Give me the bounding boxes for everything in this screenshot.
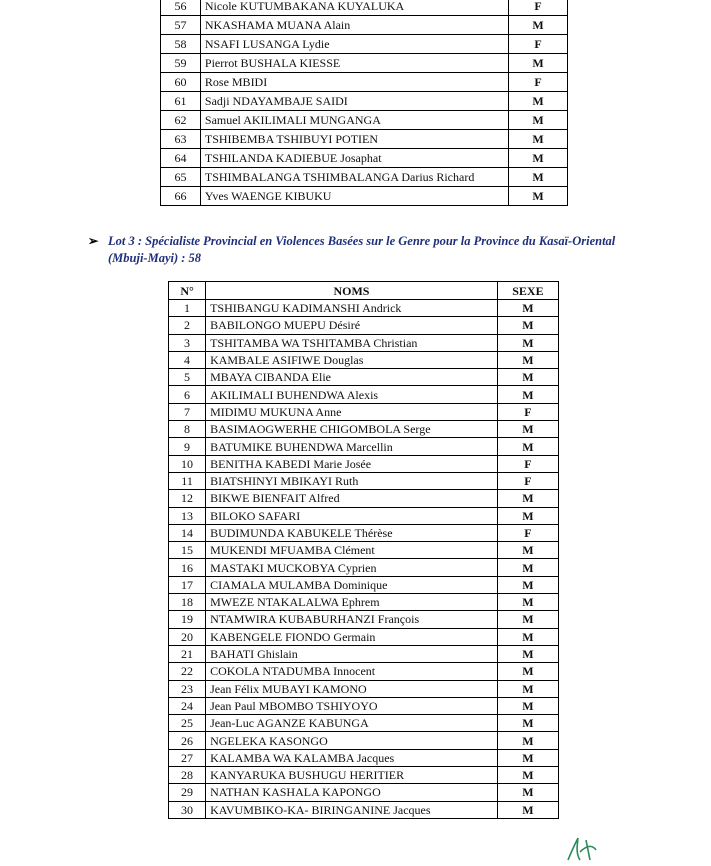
person-name: NKASHAMA MUANA Alain [200,16,508,35]
row-number: 59 [161,54,201,73]
sex-value: M [497,697,558,714]
sex-value: M [497,490,558,507]
person-name: Pierrot BUSHALA KIESSE [200,54,508,73]
person-name: BUDIMUNDA KABUKELE Thérèse [206,524,498,541]
row-number: 15 [169,542,206,559]
sex-value: F [509,35,568,54]
table-row [169,732,559,749]
row-number: 66 [161,187,201,206]
table-row [169,421,559,438]
header-names: NOMS [206,282,498,300]
sex-value: M [497,576,558,593]
sex-value: M [497,611,558,628]
row-number: 25 [169,715,206,732]
table-row [161,92,568,111]
sex-value: M [509,168,568,187]
table-row [169,542,559,559]
sex-value: M [497,542,558,559]
table-row [161,16,568,35]
row-number: 11 [169,472,206,489]
sex-value: M [509,149,568,168]
row-number: 3 [169,334,206,351]
row-number: 13 [169,507,206,524]
person-name: BASIMAOGWERHE CHIGOMBOLA Serge [206,421,498,438]
lot-3-name-table [168,281,559,819]
table-row [169,334,559,351]
sex-value: F [497,524,558,541]
table-row [161,73,568,92]
row-number: 9 [169,438,206,455]
row-number: 65 [161,168,201,187]
sex-value: M [497,300,558,317]
table-row [169,680,559,697]
sex-value: M [497,334,558,351]
table-row [169,784,559,801]
header-number: N° [169,282,206,300]
sex-value: M [497,507,558,524]
sex-value: F [497,455,558,472]
sex-value: M [497,645,558,662]
person-name: TSHIBEMBA TSHIBUYI POTIEN [200,130,508,149]
person-name: CIAMALA MULAMBA Dominique [206,576,498,593]
table-row [169,472,559,489]
row-number: 28 [169,767,206,784]
row-number: 5 [169,369,206,386]
main-table-body [169,300,559,819]
row-number: 23 [169,680,206,697]
person-name: NGELEKA KASONGO [206,732,498,749]
table-row [169,490,559,507]
row-number: 20 [169,628,206,645]
person-name: BABILONGO MUEPU Désiré [206,317,498,334]
sex-value: M [509,111,568,130]
table-row [169,300,559,317]
sex-value: M [497,369,558,386]
table-row [161,187,568,206]
person-name: Jean Félix MUBAYI KAMONO [206,680,498,697]
person-name: TSHILANDA KADIEBUE Josaphat [200,149,508,168]
sex-value: M [497,386,558,403]
sex-value: M [497,663,558,680]
row-number: 58 [161,35,201,54]
person-name: BATUMIKE BUHENDWA Marcellin [206,438,498,455]
table-row [169,559,559,576]
row-number: 29 [169,784,206,801]
row-number: 27 [169,749,206,766]
person-name: MIDIMU MUKUNA Anne [206,403,498,420]
person-name: KALAMBA WA KALAMBA Jacques [206,749,498,766]
table-row [169,645,559,662]
person-name: TSHITAMBA WA TSHITAMBA Christian [206,334,498,351]
row-number: 63 [161,130,201,149]
sex-value: F [509,73,568,92]
person-name: Yves WAENGE KIBUKU [200,187,508,206]
person-name: BAHATI Ghislain [206,645,498,662]
table-row [169,317,559,334]
row-number: 1 [169,300,206,317]
table-row [169,369,559,386]
row-number: 6 [169,386,206,403]
row-number: 24 [169,697,206,714]
sex-value: M [509,54,568,73]
row-number: 18 [169,594,206,611]
row-number: 19 [169,611,206,628]
table-row [169,403,559,420]
person-name: MUKENDI MFUAMBA Clément [206,542,498,559]
table-row [169,801,559,818]
table-header [169,282,559,300]
row-number: 26 [169,732,206,749]
header-row [169,282,559,300]
table-row [169,715,559,732]
person-name: KANYARUKA BUSHUGU HERITIER [206,767,498,784]
row-number: 14 [169,524,206,541]
person-name: Jean Paul MBOMBO TSHIYOYO [206,697,498,714]
row-number: 60 [161,73,201,92]
row-number: 21 [169,645,206,662]
table-row [161,149,568,168]
person-name: Jean-Luc AGANZE KABUNGA [206,715,498,732]
row-number: 30 [169,801,206,818]
signature-mark [562,830,622,866]
sex-value: M [497,801,558,818]
sex-value: F [497,403,558,420]
lot-3-title-line1: Lot 3 : Spécialiste Provincial en Violences Basées sur le Genre pour la Province du Kasaï-Oriental [108,234,616,248]
person-name: KAVUMBIKO-KA- BIRINGANINE Jacques [206,801,498,818]
sex-value: M [509,130,568,149]
person-name: COKOLA NTADUMBA Innocent [206,663,498,680]
table-row [169,438,559,455]
row-number: 64 [161,149,201,168]
table-row [169,386,559,403]
table-row [169,628,559,645]
person-name: KABENGELE FIONDO Germain [206,628,498,645]
person-name: AKILIMALI BUHENDWA Alexis [206,386,498,403]
row-number: 4 [169,351,206,368]
row-number: 7 [169,403,206,420]
sex-value: M [497,749,558,766]
top-name-table [160,0,568,206]
row-number: 61 [161,92,201,111]
person-name: KAMBALE ASIFIWE Douglas [206,351,498,368]
table-row [161,130,568,149]
table-row [169,749,559,766]
header-sex: SEXE [497,282,558,300]
sex-value: M [509,92,568,111]
row-number: 22 [169,663,206,680]
table-row [169,697,559,714]
sex-value: M [497,715,558,732]
person-name: MBAYA CIBANDA Elie [206,369,498,386]
sex-value: M [497,732,558,749]
table-row [169,524,559,541]
top-table-body [161,0,568,206]
row-number: 57 [161,16,201,35]
sex-value: M [497,767,558,784]
row-number: 62 [161,111,201,130]
table-row [169,351,559,368]
row-number: 17 [169,576,206,593]
table-row [169,611,559,628]
person-name: Rose MBIDI [200,73,508,92]
row-number: 8 [169,421,206,438]
row-number: 2 [169,317,206,334]
row-number: 12 [169,490,206,507]
table-row [169,663,559,680]
row-number: 16 [169,559,206,576]
sex-value: M [497,421,558,438]
sex-value: F [497,472,558,489]
table-row [161,35,568,54]
sex-value: M [497,784,558,801]
table-row [161,168,568,187]
sex-value: M [497,438,558,455]
person-name: TSHIBANGU KADIMANSHI Andrick [206,300,498,317]
person-name: BIATSHINYI MBIKAYI Ruth [206,472,498,489]
person-name: MWEZE NTAKALALWA Ephrem [206,594,498,611]
person-name: BENITHA KABEDI Marie Josée [206,455,498,472]
sex-value: M [497,594,558,611]
table-row [169,576,559,593]
lot-3-title-line2: (Mbuji-Mayi) : 58 [108,251,202,265]
table-row [169,594,559,611]
sex-value: M [497,559,558,576]
row-number: 10 [169,455,206,472]
sex-value: M [509,187,568,206]
person-name: MASTAKI MUCKOBYA Cyprien [206,559,498,576]
table-row [169,455,559,472]
table-row [161,0,568,16]
sex-value: M [497,628,558,645]
sex-value: M [497,351,558,368]
sex-value: M [497,680,558,697]
sex-value: M [497,317,558,334]
table-row [169,767,559,784]
person-name: BIKWE BIENFAIT Alfred [206,490,498,507]
table-row [161,54,568,73]
person-name: Samuel AKILIMALI MUNGANGA [200,111,508,130]
person-name: Nicole KUTUMBAKANA KUYALUKA [200,0,508,16]
sex-value: M [509,16,568,35]
table-row [169,507,559,524]
table-row [161,111,568,130]
person-name: Sadji NDAYAMBAJE SAIDI [200,92,508,111]
person-name: TSHIMBALANGA TSHIMBALANGA Darius Richard [200,168,508,187]
row-number: 56 [161,0,201,16]
person-name: NTAMWIRA KUBABURHANZI François [206,611,498,628]
person-name: NSAFI LUSANGA Lydie [200,35,508,54]
person-name: BILOKO SAFARI [206,507,498,524]
sex-value: F [509,0,568,16]
person-name: NATHAN KASHALA KAPONGO [206,784,498,801]
arrow-bullet-icon: ➢ [88,234,99,248]
